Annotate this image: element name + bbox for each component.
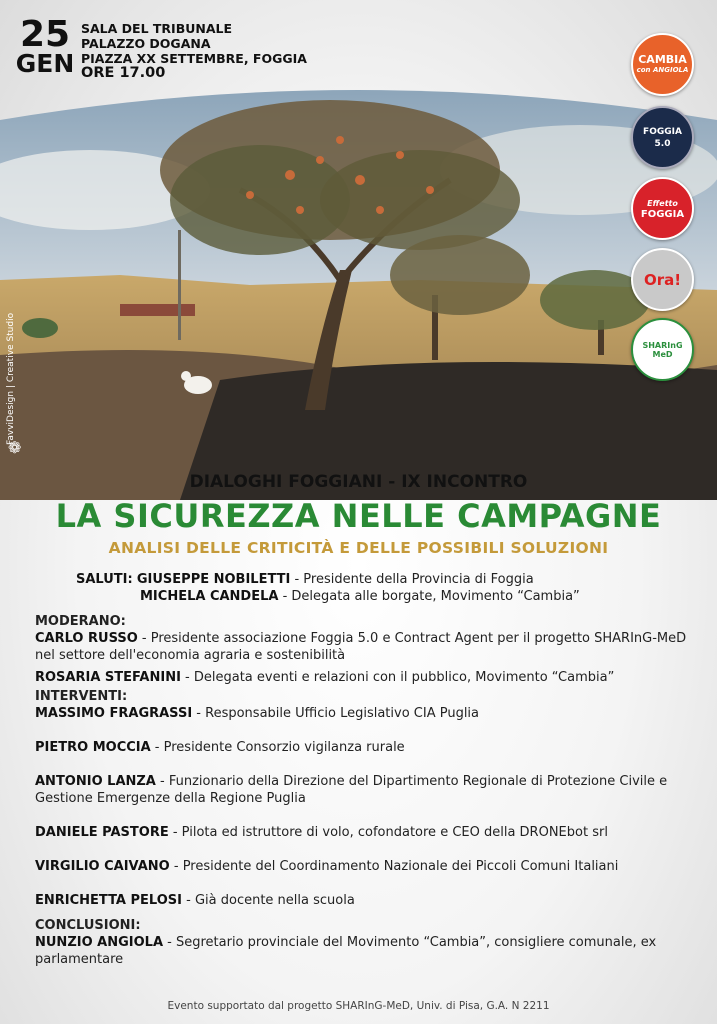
sharing-logo-sub: MeD (652, 349, 673, 359)
moderator-entry (35, 669, 695, 686)
cambia-logo-sub: con ANGIOLA (636, 65, 689, 74)
venue-line-2: PALAZZO DOGANA (81, 36, 211, 51)
event-day: 25 (19, 14, 71, 55)
foggia50-logo-text: FOGGIA (643, 126, 682, 137)
program (35, 571, 695, 968)
speaker-entry (35, 934, 695, 968)
speaker-name: MASSIMO FRAGRASSI (35, 706, 193, 721)
speaker-name: ENRICHETTA PELOSI (35, 893, 182, 908)
ora-logo (631, 248, 694, 311)
speaker-role: - Pilota ed istruttore di volo, cofondatore e CEO della DRONEbot srl (168, 825, 608, 840)
speaker-name: MICHELA CANDELA (140, 589, 279, 604)
saluti-row-1 (76, 571, 695, 588)
effetto-logo-text: Effetto (647, 198, 678, 208)
speaker-role: - Funzionario della Direzione del Dipartimento Regionale di Protezione Civile e Gestione Emergenze della Regione Puglia (35, 774, 668, 806)
cambia-logo-text: CAMBIA (638, 52, 687, 66)
footer-note: Evento supportato dal progetto SHARInG-MeD, Univ. di Pisa, G.A. N 2211 (167, 1000, 550, 1012)
effetto-foggia-logo (631, 177, 694, 240)
speaker-name: ROSARIA STEFANINI (35, 670, 181, 685)
event-date (14, 14, 76, 79)
venue-line-1: SALA DEL TRIBUNALE (81, 21, 233, 36)
cambia-logo (631, 33, 694, 96)
countryside-photo (0, 80, 717, 500)
conclusioni-label: CONCLUSIONI: (35, 918, 141, 933)
speaker-name: DANIELE PASTORE (35, 825, 169, 840)
foggia50-logo-sub: 5.0 (654, 138, 671, 149)
speaker-entry (35, 858, 695, 875)
sharing-logo-text: SHARInG (642, 340, 683, 350)
speaker-name: VIRGILIO CAIVANO (35, 859, 170, 874)
speaker-role: - Presidente della Provincia di Foggia (290, 572, 534, 587)
foggia50-logo (631, 106, 694, 169)
interventi-label: INTERVENTI: (35, 689, 128, 704)
sharing-med-logo (631, 318, 694, 381)
effetto-logo-sub: FOGGIA (640, 208, 685, 220)
ora-logo-text: Ora! (643, 270, 682, 289)
speaker-role: - Presidente del Coordinamento Nazionale dei Piccoli Comuni Italiani (169, 859, 619, 874)
speaker-role: - Delegata eventi e relazioni con il pubblico, Movimento “Cambia” (180, 670, 615, 685)
saluti-label: SALUTI: (76, 572, 133, 587)
speaker-role: - Delegata alle borgate, Movimento “Cambia” (278, 589, 580, 604)
moderator-entry (35, 630, 695, 664)
speaker-role: - Responsabile Ufficio Legislativo CIA Puglia (192, 706, 480, 721)
speaker-name: NUNZIO ANGIOLA (35, 935, 164, 950)
speaker-role: - Già docente nella scuola (182, 893, 355, 908)
speaker-role: - Presidente associazione Foggia 5.0 e Contract Agent per il progetto SHARInG-MeD nel settore dell'economia agraria e sostenibilità (35, 631, 687, 663)
moderano-label: MODERANO: (35, 614, 126, 629)
flower-icon: ❁ (8, 438, 22, 457)
speaker-entry (35, 824, 695, 841)
speaker-name: ANTONIO LANZA (35, 774, 156, 789)
speaker-name: GIUSEPPE NOBILETTI (136, 572, 291, 587)
saluti-row-2 (140, 588, 695, 605)
speaker-entry (35, 739, 695, 756)
speaker-entry (35, 773, 695, 807)
event-month: GEN (15, 49, 75, 79)
speaker-entry (35, 705, 695, 722)
speaker-role: - Presidente Consorzio vigilanza rurale (150, 740, 405, 755)
speaker-role: - Segretario provinciale del Movimento “Cambia”, consigliere comunale, ex parlamentare (35, 935, 657, 967)
designer-credit (6, 280, 28, 460)
main-title: LA SICUREZZA NELLE CAMPAGNE (55, 497, 662, 535)
credit-text: FavviDesign | Creative Studio (6, 312, 16, 445)
event-time: ORE 17.00 (81, 65, 166, 81)
speaker-name: PIETRO MOCCIA (35, 740, 151, 755)
venue-line-3: PIAZZA XX SETTEMBRE, FOGGIA (81, 51, 307, 66)
event-venue (81, 21, 307, 81)
series-title: DIALOGHI FOGGIANI - IX INCONTRO (189, 472, 528, 492)
subtitle: ANALISI DELLE CRITICITÀ E DELLE POSSIBILI SOLUZIONI (108, 539, 609, 557)
speaker-name: CARLO RUSSO (35, 631, 138, 646)
speaker-entry (35, 892, 695, 909)
